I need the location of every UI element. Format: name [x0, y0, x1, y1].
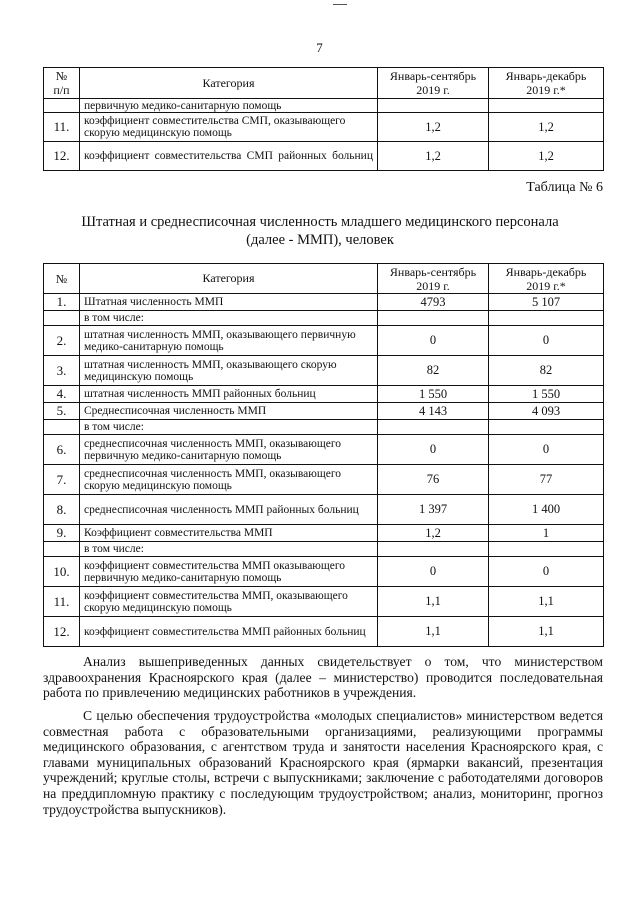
table2-row0-category: Штатная численность ММП: [80, 294, 378, 311]
table1-header-col2: [489, 68, 604, 99]
table2-row1-v1: [378, 311, 489, 326]
employment-paragraph: С целью обеспечения трудоустройства «молодых специалистов» министерством ведется совместная работа с образовательными организациями, реализующими программы медицинского образования, с агентством труда и занятости населения Красноярского края, с главами муниципальных образований Красноярского края (ярмарки вакансий, презентация учреждений; круглые столы, встречи с выпускниками; заключение с работодателями договоров на преддипломную практику с последующим трудоустройством; анализ, мониторинг, прогноз трудоустройства выпускников).: [43, 708, 603, 817]
table2-header-col1-text: Январь-сентябрь 2019 г.: [389, 264, 477, 293]
table1-header-category: Категория: [80, 68, 378, 99]
table2-row11-v2: [489, 542, 604, 557]
table2-row3-v2: 82: [489, 356, 604, 386]
table2-row6-v1: [378, 420, 489, 435]
table2-row5-v1: 4 143: [378, 403, 489, 420]
table2-row4-v2: 1 550: [489, 386, 604, 403]
table2-row14-num: 12.: [44, 617, 80, 647]
table-row: [44, 420, 604, 435]
table2-row13-category: коэффициент совместительства ММП, оказывающего скорую медицинскую помощь: [80, 587, 378, 617]
table2-row10-v1: 1,2: [378, 525, 489, 542]
table2-row3-num: 3.: [44, 356, 80, 386]
table2-header-num: №: [44, 264, 80, 294]
table2-row12-v1: 0: [378, 557, 489, 587]
table1-header-col1-text: Январь-сентябрь 2019 г.: [389, 69, 477, 97]
page-number: 7: [316, 40, 323, 55]
table2-row4-category: штатная численность ММП районных больниц: [80, 386, 378, 403]
table-row: [44, 587, 604, 617]
table2-row2-num: 2.: [44, 326, 80, 356]
table1-row1-category: коэффициент совместительства СМП, оказывающего скорую медицинскую помощь: [80, 113, 378, 142]
table2-title-line2: (далее - ММП), человек: [246, 232, 394, 248]
table2-row6-v2: [489, 420, 604, 435]
table2-row14-v2: 1,1: [489, 617, 604, 647]
table1-row2-category: коэффициент совместительства СМП районных больниц: [80, 142, 378, 171]
table2-row2-category: штатная численность ММП, оказывающего первичную медико-санитарную помощь: [80, 326, 378, 356]
table2-row13-num: 11.: [44, 587, 80, 617]
table2-row3-category: штатная численность ММП, оказывающего скорую медицинскую помощь: [80, 356, 378, 386]
table2-row1-num: [44, 311, 80, 326]
table2-row13-v1: 1,1: [378, 587, 489, 617]
table2-row6-category: в том числе:: [80, 420, 378, 435]
table-row: [44, 386, 604, 403]
table2-row8-num: 7.: [44, 465, 80, 495]
table2-row3-v1: 82: [378, 356, 489, 386]
table2-row5-v2: 4 093: [489, 403, 604, 420]
table2-header-col1: [378, 264, 489, 294]
table2-row9-num: 8.: [44, 495, 80, 525]
table1-row1-v2: 1,2: [489, 113, 604, 142]
table-row: [44, 113, 604, 142]
table1-row2-num: 12.: [44, 142, 80, 171]
table-row: [44, 403, 604, 420]
table2-row4-num: 4.: [44, 386, 80, 403]
table2-row11-num: [44, 542, 80, 557]
table2-row7-v2: 0: [489, 435, 604, 465]
table2-row10-category: Коэффициент совместительства ММП: [80, 525, 378, 542]
table2-row4-v1: 1 550: [378, 386, 489, 403]
table2-row10-v2: 1: [489, 525, 604, 542]
table1-row1-num: 11.: [44, 113, 80, 142]
table2-row12-category: коэффициент совместительства ММП оказывающего первичную медико-санитарную помощь: [80, 557, 378, 587]
table2-row1-category: в том числе:: [80, 311, 378, 326]
table2-row7-num: 6.: [44, 435, 80, 465]
table-row: [44, 542, 604, 557]
table1-row0-v1: [378, 99, 489, 113]
table2-row12-v2: 0: [489, 557, 604, 587]
table2-row6-num: [44, 420, 80, 435]
table-row: [44, 435, 604, 465]
table2-row11-category: в том числе:: [80, 542, 378, 557]
table-row: [44, 326, 604, 356]
table1-row2-v1: 1,2: [378, 142, 489, 171]
table1-row0-num: [44, 99, 80, 113]
table2-row5-category: Среднесписочная численность ММП: [80, 403, 378, 420]
table2-row2-v1: 0: [378, 326, 489, 356]
table2-row11-v1: [378, 542, 489, 557]
table-1-continuation: [43, 67, 604, 171]
table2-row14-category: коэффициент совместительства ММП районных больниц: [80, 617, 378, 647]
table2-row7-category: среднесписочная численность ММП, оказывающего первичную медико-санитарную помощь: [80, 435, 378, 465]
table1-row2-v2: 1,2: [489, 142, 604, 171]
top-mark: [333, 4, 347, 5]
table-row: [44, 99, 604, 113]
table1-header-col2-text: Январь-декабрь 2019 г.*: [505, 69, 587, 97]
table2-row14-v1: 1,1: [378, 617, 489, 647]
table1-row0-v2: [489, 99, 604, 113]
table1-header-num: [44, 68, 80, 99]
table2-row12-num: 10.: [44, 557, 80, 587]
table-label: Таблица № 6: [526, 180, 603, 195]
table-row: [44, 495, 604, 525]
table-row: [44, 525, 604, 542]
table2-row7-v1: 0: [378, 435, 489, 465]
table-row: [44, 557, 604, 587]
table2-row0-v2: 5 107: [489, 294, 604, 311]
table-row: [44, 617, 604, 647]
table2-title-line1: Штатная и среднесписочная численность младшего медицинского персонала: [81, 214, 559, 230]
table-row: [44, 356, 604, 386]
table-row: [44, 311, 604, 326]
table2-row2-v2: 0: [489, 326, 604, 356]
table-row: [44, 294, 604, 311]
table2-row8-category: среднесписочная численность ММП, оказывающего скорую медицинскую помощь: [80, 465, 378, 495]
table1-header-num-text: № п/п: [53, 69, 70, 97]
table2-row5-num: 5.: [44, 403, 80, 420]
table-2-mmp-staffing: [43, 263, 604, 647]
table2-row8-v1: 76: [378, 465, 489, 495]
table2-row9-v1: 1 397: [378, 495, 489, 525]
table2-header-col2: [489, 264, 604, 294]
table2-row9-category: среднесписочная численность ММП районных больниц: [80, 495, 378, 525]
table2-header-col2-text: Январь-декабрь 2019 г.*: [505, 264, 587, 293]
table1-row1-v1: 1,2: [378, 113, 489, 142]
analysis-paragraph: Анализ вышеприведенных данных свидетельствует о том, что министерством здравоохранения Красноярского края (далее – министерство) проводится последовательная работа по привлечению медицинских работников в учреждения.: [43, 654, 603, 701]
table2-row10-num: 9.: [44, 525, 80, 542]
table2-header-category: Категория: [80, 264, 378, 294]
table-row: [44, 142, 604, 171]
table1-row0-category: первичную медико-санитарную помощь: [80, 99, 378, 113]
table2-row9-v2: 1 400: [489, 495, 604, 525]
table2-row13-v2: 1,1: [489, 587, 604, 617]
table2-title: [40, 213, 600, 249]
table2-row1-v2: [489, 311, 604, 326]
table2-row0-v1: 4793: [378, 294, 489, 311]
table1-header-col1: [378, 68, 489, 99]
table-row: [44, 465, 604, 495]
table2-row0-num: 1.: [44, 294, 80, 311]
table2-row8-v2: 77: [489, 465, 604, 495]
